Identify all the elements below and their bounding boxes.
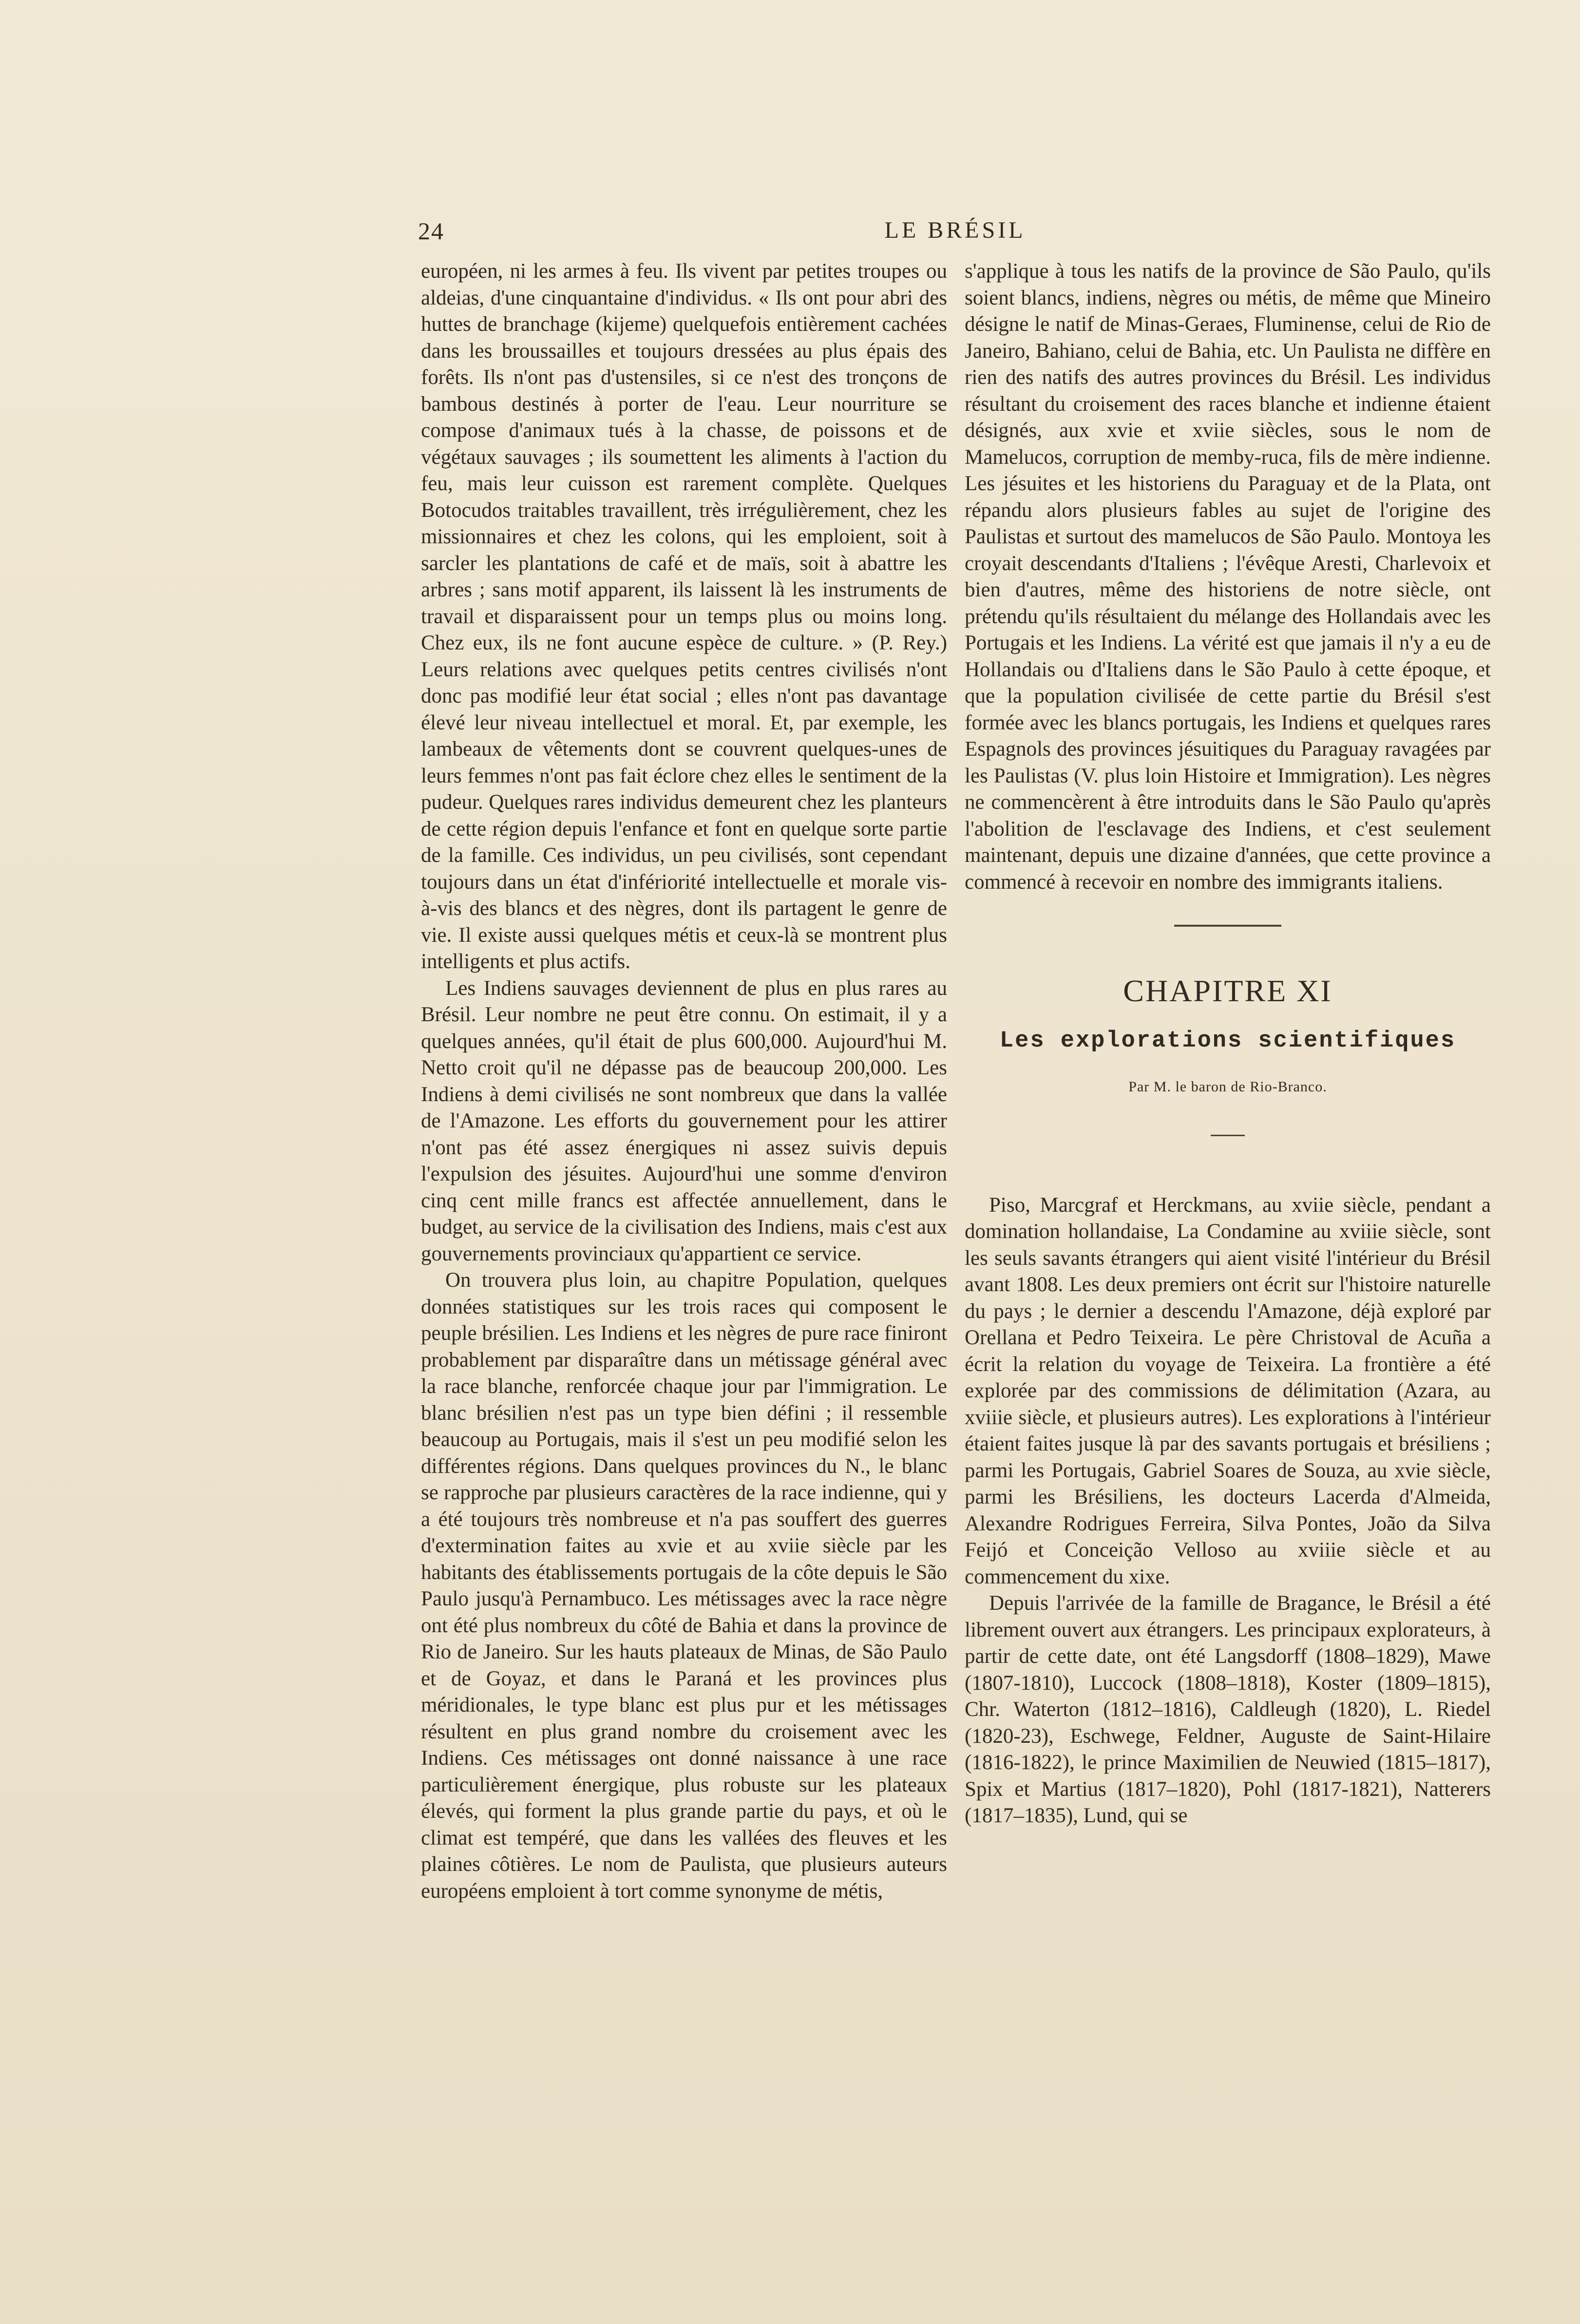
chapter-title: CHAPITRE XI [1123,973,1333,1008]
left-paragraph-1: européen, ni les armes à feu. Ils vivent par petites troupes ou aldeias, d'une cinquantaine d'individus. « Ils ont pour abri des huttes de branchage (kijeme) quelquefois entièrement cachées dans les broussailles et toujours dressées au plus épais des forêts. Ils n'ont pas d'ustensiles, si ce n'est des tronçons de bambous destinés à porter de l'eau. Leur nourriture se compose d'animaux tués à la chasse, de poissons et de végétaux sauvages ; ils soumettent les aliments à l'action du feu, mais leur cuisson est rarement complète. Quelques Botocudos traitables travaillent, très irrégulièrement, chez les missionnaires et chez les colons, qui les emploient, soit à sarcler les plantations de café et de maïs, soit à abattre les arbres ; sans motif apparent, ils laissent là les instruments de travail et disparaissent pour un temps plus ou moins long. Chez eux, ils ne font aucune espèce de culture. » (P. Rey.) Leurs relations avec quelques petits centres civilisés n'ont donc pas modifié leur état social ; elles n'ont pas davantage élevé leur niveau intellectuel et moral. Et, par exemple, les lambeaux de vêtements dont se couvrent quelques-unes de leurs femmes n'ont pas fait éclore chez elles le sentiment de la pudeur. Quelques rares individus demeurent chez les planteurs de cette région depuis l'enfance et font en quelque sorte partie de la famille. Ces individus, un peu civilisés, sont cependant toujours dans un état d'infériorité intellectuelle et morale vis-à-vis des blancs et des nègres, dont ils partagent le genre de vie. Il existe aussi quelques métis et ceux-là se montrent plus intelligents et plus actifs. [421,260,947,973]
left-paragraph-3: On trouvera plus loin, au chapitre Population, quelques données statistiques sur les trois races qui composent le peuple brésilien. Les Indiens et les nègres de pure race finiront probablement par disparaître dans un métissage général avec la race blanche, renforcée chaque jour par l'immigration. Le blanc brésilien n'est pas un type bien défini ; il ressemble beaucoup au Portugais, mais il s'est un peu modifié selon les différentes régions. Dans quelques provinces du N., le blanc se rapproche par plusieurs caractères de la race indienne, qui y a été toujours très nombreuse et n'a pas souffert des guerres d'extermination faites au xvie et au xviie siècle par les habitants des établissements portugais de la côte depuis le São Paulo jusqu'à Pernambuco. Les métissages avec la race nègre ont été plus nombreux du côté de Bahia et dans la province de Rio de Janeiro. Sur les hauts plateaux de Minas, de São Paulo et de Goyaz, et dans le Paraná et les provinces plus méridionales, le type blanc est plus pur et les métissages résultent en plus grand nombre du croisement avec les Indiens. Ces métissages ont donné naissance à une race particulièrement énergique, plus robuste sur les plateaux élevés, qui forment la plus grande partie du pays, et où le climat est tempéré, que dans les vallées des fleuves et les plaines côtières. Le nom de Paulista, que plusieurs auteurs européens emploient à tort comme synonyme de métis, [421,1269,947,1903]
section-divider [1174,925,1281,927]
left-paragraph-2: Les Indiens sauvages deviennent de plus en plus rares au Brésil. Leur nombre ne peut être connu. On estimait, il y a quelques années, qu'il était de plus 600,000. Aujourd'hui M. Netto croit qu'il ne dépasse pas de beaucoup 200,000. Les Indiens à demi civilisés ne sont nombreux que dans la vallée de l'Amazone. Les efforts du gouvernement pour les attirer n'ont pas été assez énergiques ni assez suivis depuis l'expulsion des jésuites. Aujourd'hui une somme d'environ cinq cent mille francs est affectée annuellement, dans le budget, au service de la civilisation des Indiens, mais c'est aux gouvernements provinciaux qu'appartient ce service. [421,976,947,1265]
page-header [418,207,1492,251]
right-column [965,258,1491,2207]
running-title: LE BRÉSIL [884,217,1026,243]
chapter-author: Par M. le baron de Rio-Branco. [1128,1079,1327,1095]
left-column [421,258,947,2207]
page-number: 24 [418,217,444,245]
right-continuation-paragraph: s'applique à tous les natifs de la province de São Paulo, qu'ils soient blancs, indiens, nègres ou métis, de même que Mineiro désigne le natif de Minas-Geraes, Fluminense, celui de Rio de Janeiro, Bahiano, celui de Bahia, etc. Un Paulista ne diffère en rien des natifs des autres provinces du Brésil. Les individus résultant du croisement des races blanche et indienne étaient désignés, aux xvie et xviie siècles, sous le nom de Mamelucos, corruption de memby-ruca, fils de mère indienne. Les jésuites et les historiens du Paraguay et de la Plata, ont répandu alors plusieurs fables au sujet de l'origine des Paulistas et surtout des mamelucos de São Paulo. Montoya les croyait descendants d'Italiens ; l'évêque Aresti, Charlevoix et bien d'autres, même des historiens de notre siècle, ont prétendu qu'ils résultaient du mélange des Hollandais avec les Portugais et les Indiens. La vérité est que jamais il n'y a eu de Hollandais ou d'Italiens dans le São Paulo à cette époque, et que la population civilisée de cette partie du Brésil s'est formée avec les blancs portugais, les Indiens et quelques rares Espagnols des provinces jésuitiques du Paraguay ravagées par les Paulistas (V. plus loin Histoire et Immigration). Les nègres ne commencèrent à être introduits dans le São Paulo qu'après l'abolition de l'esclavage des Indiens, et c'est seulement maintenant, depuis une dizaine d'années, que cette province a commencé à recevoir en nombre des immigrants italiens. [965,260,1491,894]
right-paragraph-1: Piso, Marcgraf et Herckmans, au xviie siècle, pendant a domination hollandaise, La Condamine au xviiie siècle, sont les seuls savants étrangers qui aient visité l'intérieur du Brésil avant 1808. Les deux premiers ont écrit sur l'histoire naturelle du pays ; le dernier a descendu l'Amazone, déjà exploré par Orellana et Pedro Teixeira. Le père Christoval de Acuña a écrit la relation du voyage de Teixeira. La frontière a été explorée par des commissions de délimitation (Azara, au xviiie siècle, et plusieurs autres). Les explorations à l'intérieur étaient faites jusque là par des savants portugais et brésiliens ; parmi les Portugais, Gabriel Soares de Souza, au xvie siècle, parmi les Brésiliens, les docteurs Lacerda d'Almeida, Alexandre Rodrigues Ferreira, Silva Pontes, João da Silva Feijó et Conceição Velloso au xviiie siècle et au commencement du xixe. [965,1193,1491,1588]
chapter-subtitle: Les explorations scientifiques [999,1028,1456,1054]
right-paragraph-2: Depuis l'arrivée de la famille de Bragance, le Brésil a été librement ouvert aux étrangers. Les principaux explorateurs, à partir de cette date, ont été Langsdorff (1808–1829), Mawe (1807-1810), Luccock (1808–1818), Koster (1809–1815), Chr. Waterton (1812–1816), Caldleugh (1820), L. Riedel (1820-23), Eschwege, Feldner, Auguste de Saint-Hilaire (1816-1822), le prince Maximilien de Neuwied (1815–1817), Spix et Martius (1817–1820), Pohl (1817-1821), Natterers (1817–1835), Lund, qui se [965,1592,1491,1827]
